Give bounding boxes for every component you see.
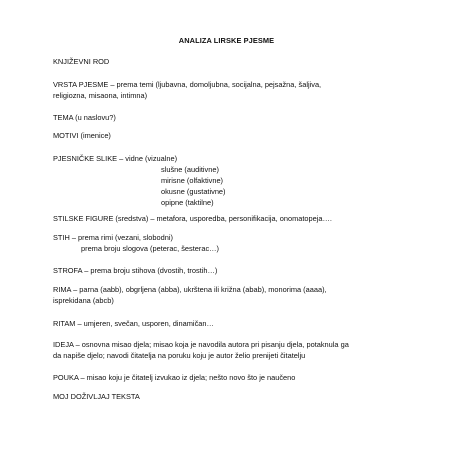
section-strofa [53, 265, 408, 276]
section-pjesnicke-slike [53, 153, 408, 208]
section-ritam [53, 318, 408, 329]
section-text: RITAM – umjeren, svečan, usporen, dinamičan… [53, 319, 214, 328]
section-text-line-2: isprekidana (abcb) [53, 296, 114, 305]
section-stih [53, 232, 408, 254]
section-tema [53, 112, 408, 123]
section-text-line-2: religiozna, misaona, intimna) [53, 91, 148, 100]
section-knjizevni-rod [53, 56, 408, 67]
document-title: ANALIZA LIRSKE PJESME [178, 36, 275, 45]
section-motivi [53, 130, 408, 141]
senses-item-olfactory: mirisne (olfaktivne) [161, 176, 224, 185]
section-text-line-1: RIMA – parna (aabb), obgrljena (abba), ukrštena ili križna (abab), monorima (aaaa), [53, 285, 327, 294]
section-rima [53, 284, 408, 306]
section-text-line-2: da napiše djelo; navodi čitatelja na poruku koju je autor želio prenijeti čitatelju [53, 351, 306, 360]
section-text: TEMA (u naslovu?) [53, 113, 116, 122]
section-text: STILSKE FIGURE (sredstva) – metafora, usporedba, personifikacija, onomatopeja…. [53, 214, 332, 223]
section-text-line-1: PJESNIČKE SLIKE – vidne (vizualne) [53, 154, 178, 163]
section-pouka [53, 372, 408, 383]
senses-item-tactile: opipne (taktilne) [161, 198, 214, 207]
section-text: POUKA – misao koju je čitatelj izvukao iz djela; nešto novo što je naučeno [53, 373, 296, 382]
senses-item-auditory: slušne (auditivne) [161, 165, 219, 174]
section-text: MOJ DOŽIVLJAJ TEKSTA [53, 392, 140, 401]
section-text: KNJIŽEVNI ROD [53, 57, 110, 66]
section-ideja [53, 339, 408, 361]
section-text-line-1: IDEJA – osnovna misao djela; misao koja je navodila autora pri pisanju djela, potaknula ga [53, 340, 349, 349]
senses-item-gustatory: okusne (gustativne) [161, 187, 226, 196]
section-text-line-2: prema broju slogova (peterac, šesterac…) [81, 244, 220, 253]
section-stilske-figure [53, 213, 408, 224]
section-vrsta-pjesme [53, 79, 408, 101]
section-text-line-1: VRSTA PJESME – prema temi (ljubavna, domoljubna, socijalna, pejsažna, šaljiva, [53, 80, 322, 89]
section-text: MOTIVI (imenice) [53, 131, 111, 140]
section-moj-dozivljaj [53, 391, 408, 402]
section-text-line-1: STIH – prema rimi (vezani, slobodni) [53, 233, 173, 242]
section-text: STROFA – prema broju stihova (dvostih, trostih…) [53, 266, 218, 275]
